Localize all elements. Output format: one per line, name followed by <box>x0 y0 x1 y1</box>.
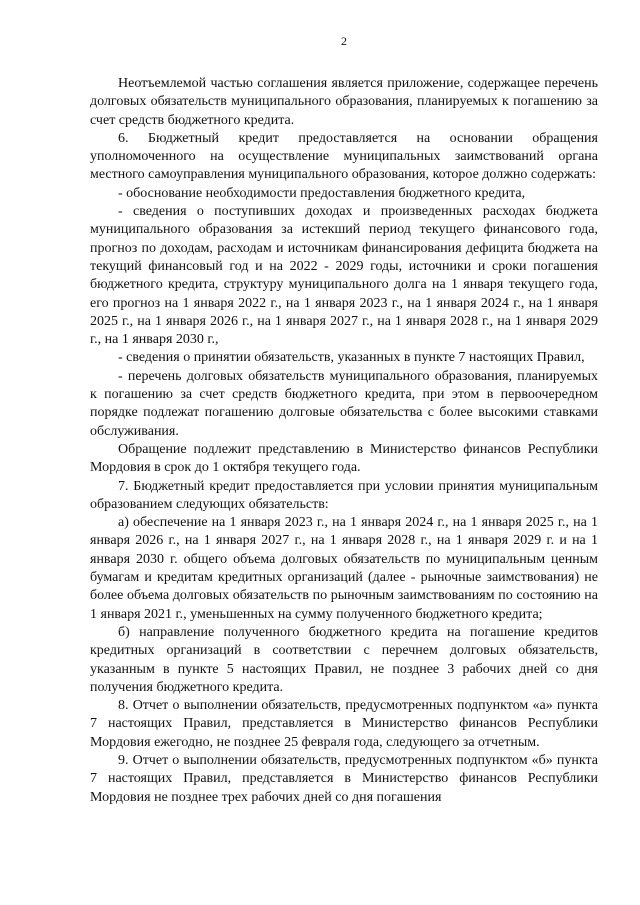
paragraph-item-7: 7. Бюджетный кредит предоставляется при условии принятия муниципальным образованием следующих обязательств: <box>90 478 598 512</box>
paragraph-item-7b: б) направление полученного бюджетного кредита на погашение кредитов кредитных организаций в соответствии с перечнем долговых обязательств, указанным в пункте 5 настоящих Правил, не позднее 3 рабочих дней со дня получения бюджетного кредита. <box>90 624 598 695</box>
paragraph-item-8: 8. Отчет о выполнении обязательств, предусмотренных подпунктом «а» пункта 7 настоящих Правил, представляется в Министерство финансов Республики Мордовия ежегодно, не позднее 25 февраля года, следующего за отчетным. <box>90 698 598 750</box>
paragraph-item-9: 9. Отчет о выполнении обязательств, предусмотренных подпунктом «б» пункта 7 настоящих Правил, представляется в Министерство финансов Республики Мордовия не позднее трех рабочих дней со дня погашения <box>90 752 598 805</box>
paragraph-item-6: 6. Бюджетный кредит предоставляется на основании обращения уполномоченного на осуществление муниципальных заимствований органа местного самоуправления муниципального образования, которое должно содержать: <box>90 130 598 183</box>
paragraph-item-6-bullet-obligations: - сведения о принятии обязательств, указанных в пункте 7 настоящих Правил, <box>118 350 585 366</box>
page-number: 2 <box>341 34 347 48</box>
document-body <box>90 75 598 807</box>
paragraph-item-6-bullet-debt-list: - перечень долговых обязательств муниципального образования, планируемых к погашению за счет средств бюджетного кредита, при этом в первоочередном порядке подлежат погашению долговые обязательства с более высокими ставками обслуживания. <box>90 368 598 439</box>
paragraph-item-6-bullet-justification: - обоснование необходимости предоставления бюджетного кредита, <box>118 185 526 201</box>
paragraph-item-6-bullet-budget-info: - сведения о поступивших доходах и произведенных расходах бюджета муниципального образования за истекший период текущего финансового года, прогноз по доходам, расходам и источникам финансирования дефицита бюджета на текущий финансовый год и на 2022 - 2029 годы, источники и сроки погашения бюджетного кредита, структуру муниципального долга на 1 января текущего года, его прогноз на 1 января 2022 г., на 1 января 2023 г., на 1 января 2024 г., на 1 января 2025 г., на 1 января 2026 г., на 1 января 2027 г., на 1 января 2028 г., на 1 января 2029 г., на 1 января 2030 г., <box>90 204 598 348</box>
paragraph-item-7a: а) обеспечение на 1 января 2023 г., на 1 января 2024 г., на 1 января 2025 г., на 1 января 2026 г., на 1 января 2027 г., на 1 января 2028 г., на 1 января 2029 г. и на 1 января 2030 г. общего объема долговых обязательств по муниципальным ценным бумагам и кредитам кредитных организаций (далее - рыночные заимствования) не более объема долговых обязательств по рыночным заимствованиям по состоянию на 1 января 2021 г., уменьшенных на сумму полученного бюджетного кредита; <box>90 515 598 622</box>
paragraph-submission-deadline: Обращение подлежит представлению в Министерство финансов Республики Мордовия в срок до 1 октября текущего года. <box>90 441 598 476</box>
paragraph-appendix-note: Неотъемлемой частью соглашения является приложение, содержащее перечень долговых обязательств муниципального образования, планируемых к погашению за счет средств бюджетного кредита. <box>90 76 598 128</box>
